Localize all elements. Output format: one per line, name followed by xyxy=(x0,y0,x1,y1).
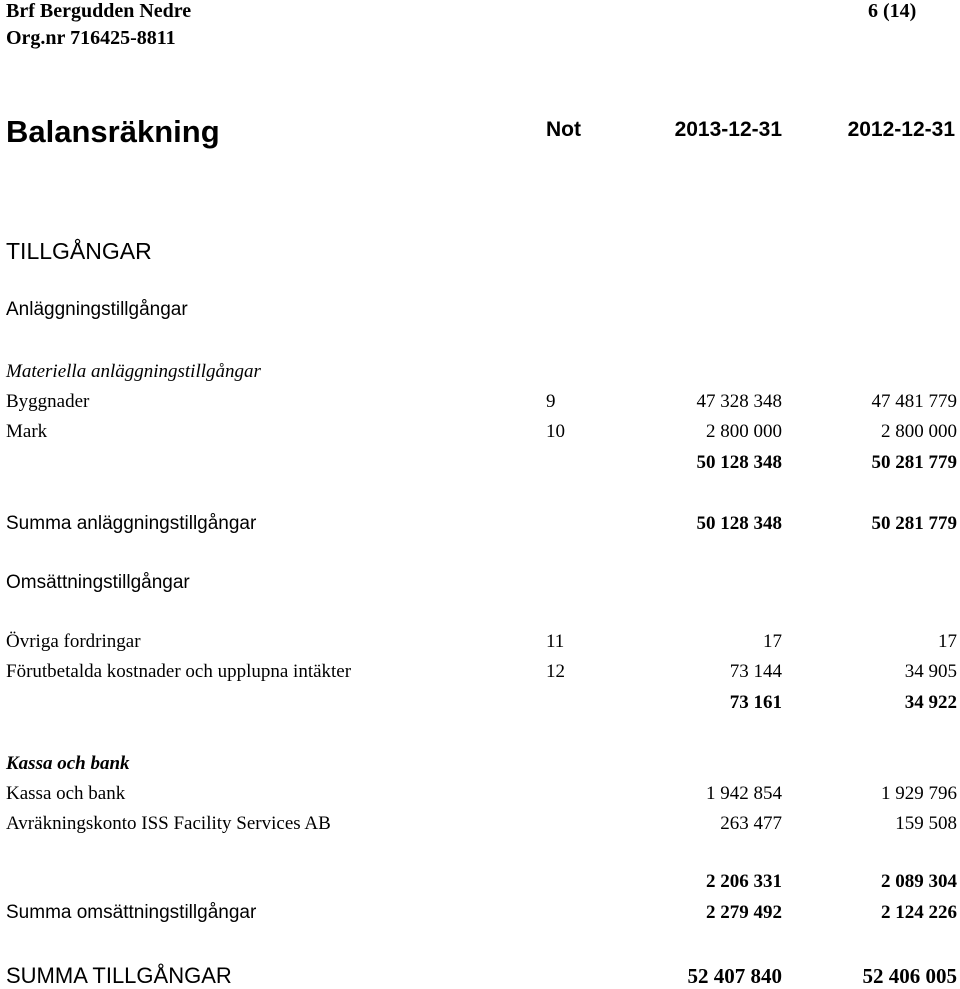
row-value-2012: 159 508 xyxy=(895,813,957,834)
page-title: Balansräkning xyxy=(6,114,220,149)
column-header-2013: 2013-12-31 xyxy=(674,118,782,141)
row-value-2012: 1 929 796 xyxy=(881,783,957,804)
current-assets-heading: Omsättningstillgångar xyxy=(6,572,190,593)
total-2012: 50 281 779 xyxy=(871,513,957,534)
row-label: Mark xyxy=(6,421,48,442)
grand-total-2012: 52 406 005 xyxy=(862,964,957,988)
grand-total-label: SUMMA TILLGÅNGAR xyxy=(6,963,232,988)
row-value-2013: 2 800 000 xyxy=(706,421,782,442)
section-title: TILLGÅNGAR xyxy=(6,238,152,264)
total-label: Summa anläggningstillgångar xyxy=(6,513,257,534)
subtotal-2013: 2 206 331 xyxy=(706,871,782,892)
row-label: Övriga fordringar xyxy=(6,631,141,652)
tangible-assets-heading: Materiella anläggningstillgångar xyxy=(6,361,261,382)
row-value-2012: 17 xyxy=(938,631,957,652)
cash-heading: Kassa och bank xyxy=(6,753,130,774)
fixed-assets-heading: Anläggningstillgångar xyxy=(6,299,188,320)
page-number: 6 (14) xyxy=(868,0,917,22)
column-header-2012: 2012-12-31 xyxy=(847,118,955,141)
subtotal-2013: 73 161 xyxy=(729,692,782,713)
row-label: Byggnader xyxy=(6,391,90,412)
row-value-2012: 34 905 xyxy=(904,661,957,682)
total-2013: 2 279 492 xyxy=(706,902,782,923)
row-value-2013: 17 xyxy=(763,631,782,652)
row-label: Avräkningskonto ISS Facility Services AB xyxy=(6,813,331,834)
row-value-2013: 73 144 xyxy=(729,661,782,682)
row-value-2013: 47 328 348 xyxy=(696,391,782,412)
org-number: Org.nr 716425-8811 xyxy=(6,27,176,49)
subtotal-2013: 50 128 348 xyxy=(696,452,782,473)
company-name: Brf Bergudden Nedre xyxy=(6,0,192,22)
row-note: 11 xyxy=(546,631,565,652)
row-note: 12 xyxy=(546,661,565,682)
row-value-2012: 2 800 000 xyxy=(881,421,957,442)
total-2013: 50 128 348 xyxy=(696,513,782,534)
row-label: Kassa och bank xyxy=(6,783,126,804)
grand-total-2013: 52 407 840 xyxy=(687,964,782,988)
total-2012: 2 124 226 xyxy=(881,902,957,923)
row-value-2012: 47 481 779 xyxy=(871,391,957,412)
row-value-2013: 1 942 854 xyxy=(706,783,782,804)
total-label: Summa omsättningstillgångar xyxy=(6,902,257,923)
subtotal-2012: 50 281 779 xyxy=(871,452,957,473)
row-value-2013: 263 477 xyxy=(720,813,782,834)
row-label: Förutbetalda kostnader och upplupna intäkter xyxy=(6,661,352,682)
column-header-note: Not xyxy=(546,118,581,141)
subtotal-2012: 2 089 304 xyxy=(881,871,957,892)
row-note: 9 xyxy=(546,391,556,412)
subtotal-2012: 34 922 xyxy=(904,692,957,713)
row-note: 10 xyxy=(546,421,565,442)
